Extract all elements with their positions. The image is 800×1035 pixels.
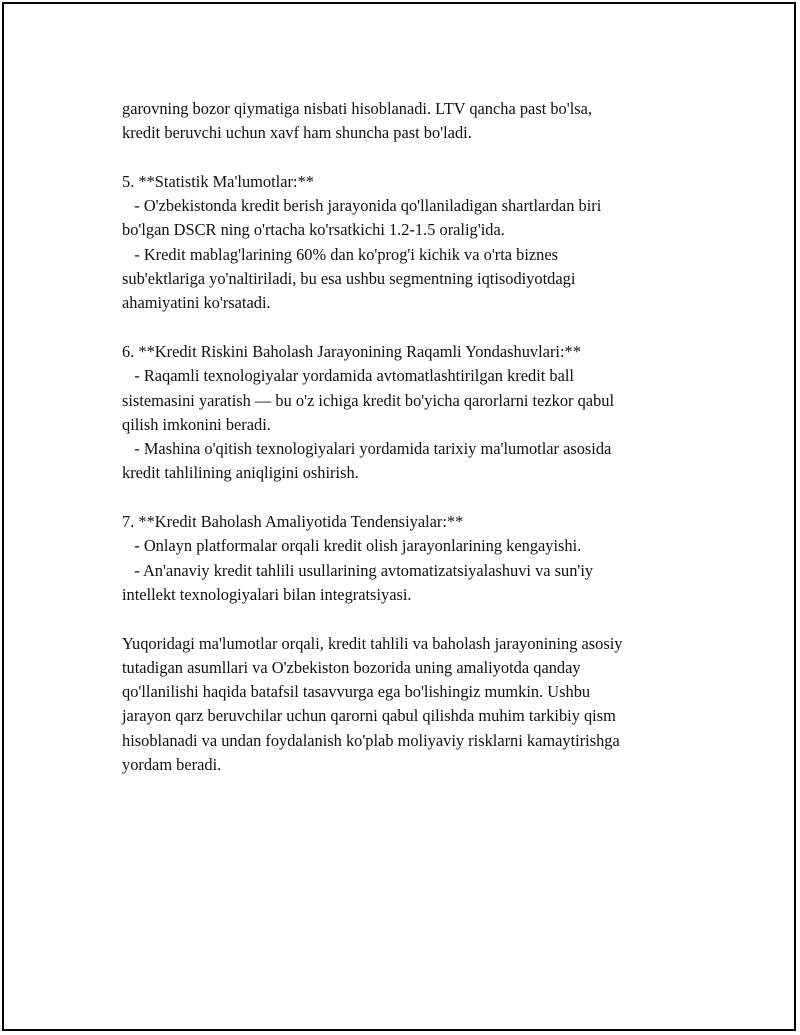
section-6-line: - Raqamli texnologiyalar yordamida avtomatlashtirilgan kredit ball (122, 366, 574, 386)
section-5-line: - O'zbekistonda kredit berish jarayonida qo'llaniladigan shartlardan biri (122, 196, 602, 216)
section-5-line: - Kredit mablag'larining 60% dan ko'prog'i kichik va o'rta biznes (122, 244, 559, 264)
paragraph-gap (122, 146, 702, 170)
conclusion-line: jarayon qarz beruvchilar uchun qarorni qabul qilishda muhim tarkibiy qism (122, 706, 616, 726)
section-5-heading: 5. **Statistik Ma'lumotlar:** (122, 171, 314, 191)
conclusion-line: yordam beradi. (122, 755, 222, 775)
section-5-line: sub'ektlariga yo'naltiriladi, bu esa ushbu segmentning iqtisodiyotdagi (122, 269, 576, 289)
conclusion-line: qo'llanilishi haqida batafsil tasavvurga ega bo'lishingiz mumkin. Ushbu (122, 682, 591, 702)
section-6-line: - Mashina o'qitish texnologiyalari yordamida tarixiy ma'lumotlar asosida (122, 439, 612, 459)
section-6-heading: 6. **Kredit Riskini Baholash Jarayonining Raqamli Yondashuvlari:** (122, 341, 581, 361)
section-7-line: - Onlayn platformalar orqali kredit olish jarayonlarining kengayishi. (122, 536, 582, 556)
intro-line: garovning bozor qiymatiga nisbati hisoblanadi. LTV qancha past bo'lsa, (122, 99, 592, 118)
conclusion-line: hisoblanadi va undan foydalanish ko'plab moliyaviy risklarni kamaytirishga (122, 730, 620, 750)
paragraph-gap (122, 486, 702, 510)
document-body (122, 97, 702, 777)
section-6-line: qilish imkonini beradi. (122, 414, 271, 434)
conclusion-line: Yuqoridagi ma'lumotlar orqali, kredit tahlili va baholash jarayonining asosiy (122, 633, 623, 653)
paragraph-gap (122, 316, 702, 340)
document-page (2, 2, 796, 1031)
conclusion-line: tutadigan asumllari va O'zbekiston bozorida uning amaliyotda qanday (122, 657, 581, 677)
section-7-line: - An'anaviy kredit tahlili usullarining avtomatizatsiyalashuvi va sun'iy (122, 560, 594, 580)
section-7-line: intellekt texnologiyalari bilan integratsiyasi. (122, 584, 412, 604)
section-5-line: bo'lgan DSCR ning o'rtacha ko'rsatkichi 1.2-1.5 oralig'ida. (122, 220, 505, 240)
section-6-line: sistemasini yaratish — bu o'z ichiga kredit bo'yicha qarorlarni tezkor qabul (122, 390, 615, 410)
intro-line: kredit beruvchi uchun xavf ham shuncha past bo'ladi. (122, 123, 472, 143)
paragraph-gap (122, 607, 702, 631)
section-5-line: ahamiyatini ko'rsatadi. (122, 293, 271, 313)
section-6-line: kredit tahlilining aniqligini oshirish. (122, 463, 359, 483)
section-7-heading: 7. **Kredit Baholash Amaliyotida Tendensiyalar:** (122, 512, 464, 532)
